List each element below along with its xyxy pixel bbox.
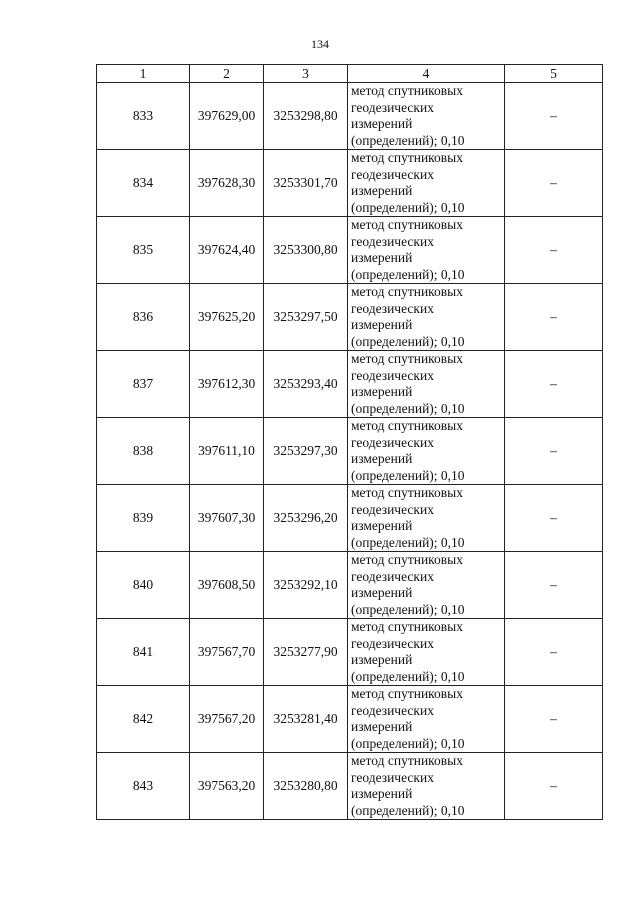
column-header-1: 1 bbox=[97, 65, 190, 83]
table-row bbox=[97, 351, 603, 418]
method-cell bbox=[348, 753, 505, 820]
method-line: метод спутниковых bbox=[351, 150, 463, 165]
point-number-cell: 835 bbox=[97, 217, 190, 284]
x-coordinate-cell: 397629,00 bbox=[190, 83, 264, 150]
method-line: метод спутниковых bbox=[351, 351, 463, 366]
method-line: метод спутниковых bbox=[351, 485, 463, 500]
method-line: (определений); 0,10 bbox=[351, 668, 465, 684]
method-line: метод спутниковых bbox=[351, 418, 463, 433]
table-body bbox=[97, 83, 603, 820]
method-cell bbox=[348, 418, 505, 485]
table-row bbox=[97, 150, 603, 217]
table-row bbox=[97, 418, 603, 485]
point-number-cell: 834 bbox=[97, 150, 190, 217]
column5-cell: – bbox=[505, 485, 603, 552]
method-line: метод спутниковых bbox=[351, 619, 463, 634]
page-number: 134 bbox=[311, 37, 329, 51]
method-line: метод спутниковых bbox=[351, 753, 463, 768]
method-line: измерений bbox=[351, 719, 413, 734]
method-line: (определений); 0,10 bbox=[351, 199, 465, 215]
column5-cell: – bbox=[505, 619, 603, 686]
y-coordinate-cell: 3253277,90 bbox=[264, 619, 348, 686]
column5-cell: – bbox=[505, 753, 603, 820]
method-line: (определений); 0,10 bbox=[351, 534, 465, 550]
table-row bbox=[97, 753, 603, 820]
y-coordinate-cell: 3253293,40 bbox=[264, 351, 348, 418]
method-line: (определений); 0,10 bbox=[351, 802, 465, 818]
column-header-3: 3 bbox=[264, 65, 348, 83]
coordinates-table bbox=[96, 64, 603, 820]
method-line: измерений bbox=[351, 250, 413, 265]
header-row bbox=[97, 65, 603, 83]
method-line: (определений); 0,10 bbox=[351, 735, 465, 751]
method-line: измерений bbox=[351, 652, 413, 667]
y-coordinate-cell: 3253281,40 bbox=[264, 686, 348, 753]
method-line: геодезических bbox=[351, 434, 434, 450]
method-line: (определений); 0,10 bbox=[351, 467, 465, 483]
x-coordinate-cell: 397628,30 bbox=[190, 150, 264, 217]
method-cell bbox=[348, 351, 505, 418]
point-number-cell: 841 bbox=[97, 619, 190, 686]
y-coordinate-cell: 3253297,30 bbox=[264, 418, 348, 485]
method-line: измерений bbox=[351, 384, 413, 399]
point-number-cell: 839 bbox=[97, 485, 190, 552]
method-line: метод спутниковых bbox=[351, 217, 463, 232]
y-coordinate-cell: 3253300,80 bbox=[264, 217, 348, 284]
x-coordinate-cell: 397567,20 bbox=[190, 686, 264, 753]
x-coordinate-cell: 397625,20 bbox=[190, 284, 264, 351]
method-cell bbox=[348, 552, 505, 619]
point-number-cell: 840 bbox=[97, 552, 190, 619]
y-coordinate-cell: 3253297,50 bbox=[264, 284, 348, 351]
y-coordinate-cell: 3253301,70 bbox=[264, 150, 348, 217]
column5-cell: – bbox=[505, 83, 603, 150]
method-cell bbox=[348, 217, 505, 284]
method-line: геодезических bbox=[351, 568, 434, 584]
y-coordinate-cell: 3253292,10 bbox=[264, 552, 348, 619]
y-coordinate-cell: 3253298,80 bbox=[264, 83, 348, 150]
method-line: (определений); 0,10 bbox=[351, 333, 465, 349]
method-line: метод спутниковых bbox=[351, 686, 463, 701]
method-line: (определений); 0,10 bbox=[351, 132, 465, 148]
column5-cell: – bbox=[505, 686, 603, 753]
method-line: (определений); 0,10 bbox=[351, 266, 465, 282]
method-line: (определений); 0,10 bbox=[351, 601, 465, 617]
method-line: геодезических bbox=[351, 233, 434, 249]
point-number-cell: 838 bbox=[97, 418, 190, 485]
method-line: измерений bbox=[351, 451, 413, 466]
method-line: метод спутниковых bbox=[351, 284, 463, 299]
method-cell bbox=[348, 686, 505, 753]
method-cell bbox=[348, 83, 505, 150]
x-coordinate-cell: 397608,50 bbox=[190, 552, 264, 619]
x-coordinate-cell: 397611,10 bbox=[190, 418, 264, 485]
table-row bbox=[97, 552, 603, 619]
column5-cell: – bbox=[505, 284, 603, 351]
method-line: измерений bbox=[351, 786, 413, 801]
method-line: геодезических bbox=[351, 769, 434, 785]
method-cell bbox=[348, 485, 505, 552]
table-row bbox=[97, 217, 603, 284]
column5-cell: – bbox=[505, 150, 603, 217]
method-line: метод спутниковых bbox=[351, 552, 463, 567]
method-line: измерений bbox=[351, 518, 413, 533]
method-cell bbox=[348, 150, 505, 217]
method-line: (определений); 0,10 bbox=[351, 400, 465, 416]
x-coordinate-cell: 397607,30 bbox=[190, 485, 264, 552]
point-number-cell: 843 bbox=[97, 753, 190, 820]
x-coordinate-cell: 397563,20 bbox=[190, 753, 264, 820]
table-row bbox=[97, 284, 603, 351]
method-line: геодезических bbox=[351, 367, 434, 383]
method-line: геодезических bbox=[351, 635, 434, 651]
method-line: измерений bbox=[351, 116, 413, 131]
method-cell bbox=[348, 619, 505, 686]
method-line: геодезических bbox=[351, 99, 434, 115]
table-row bbox=[97, 686, 603, 753]
column5-cell: – bbox=[505, 217, 603, 284]
table-row bbox=[97, 485, 603, 552]
column-header-2: 2 bbox=[190, 65, 264, 83]
column5-cell: – bbox=[505, 351, 603, 418]
point-number-cell: 833 bbox=[97, 83, 190, 150]
method-line: геодезических bbox=[351, 501, 434, 517]
y-coordinate-cell: 3253296,20 bbox=[264, 485, 348, 552]
column5-cell: – bbox=[505, 552, 603, 619]
column-header-4: 4 bbox=[348, 65, 505, 83]
x-coordinate-cell: 397612,30 bbox=[190, 351, 264, 418]
point-number-cell: 842 bbox=[97, 686, 190, 753]
column-header-5: 5 bbox=[505, 65, 603, 83]
method-cell bbox=[348, 284, 505, 351]
x-coordinate-cell: 397624,40 bbox=[190, 217, 264, 284]
method-line: измерений bbox=[351, 317, 413, 332]
method-line: геодезических bbox=[351, 702, 434, 718]
y-coordinate-cell: 3253280,80 bbox=[264, 753, 348, 820]
method-line: метод спутниковых bbox=[351, 83, 463, 98]
method-line: измерений bbox=[351, 585, 413, 600]
table-row bbox=[97, 619, 603, 686]
x-coordinate-cell: 397567,70 bbox=[190, 619, 264, 686]
column5-cell: – bbox=[505, 418, 603, 485]
point-number-cell: 837 bbox=[97, 351, 190, 418]
method-line: геодезических bbox=[351, 166, 434, 182]
table-row bbox=[97, 83, 603, 150]
point-number-cell: 836 bbox=[97, 284, 190, 351]
table-header bbox=[97, 65, 603, 83]
method-line: геодезических bbox=[351, 300, 434, 316]
method-line: измерений bbox=[351, 183, 413, 198]
